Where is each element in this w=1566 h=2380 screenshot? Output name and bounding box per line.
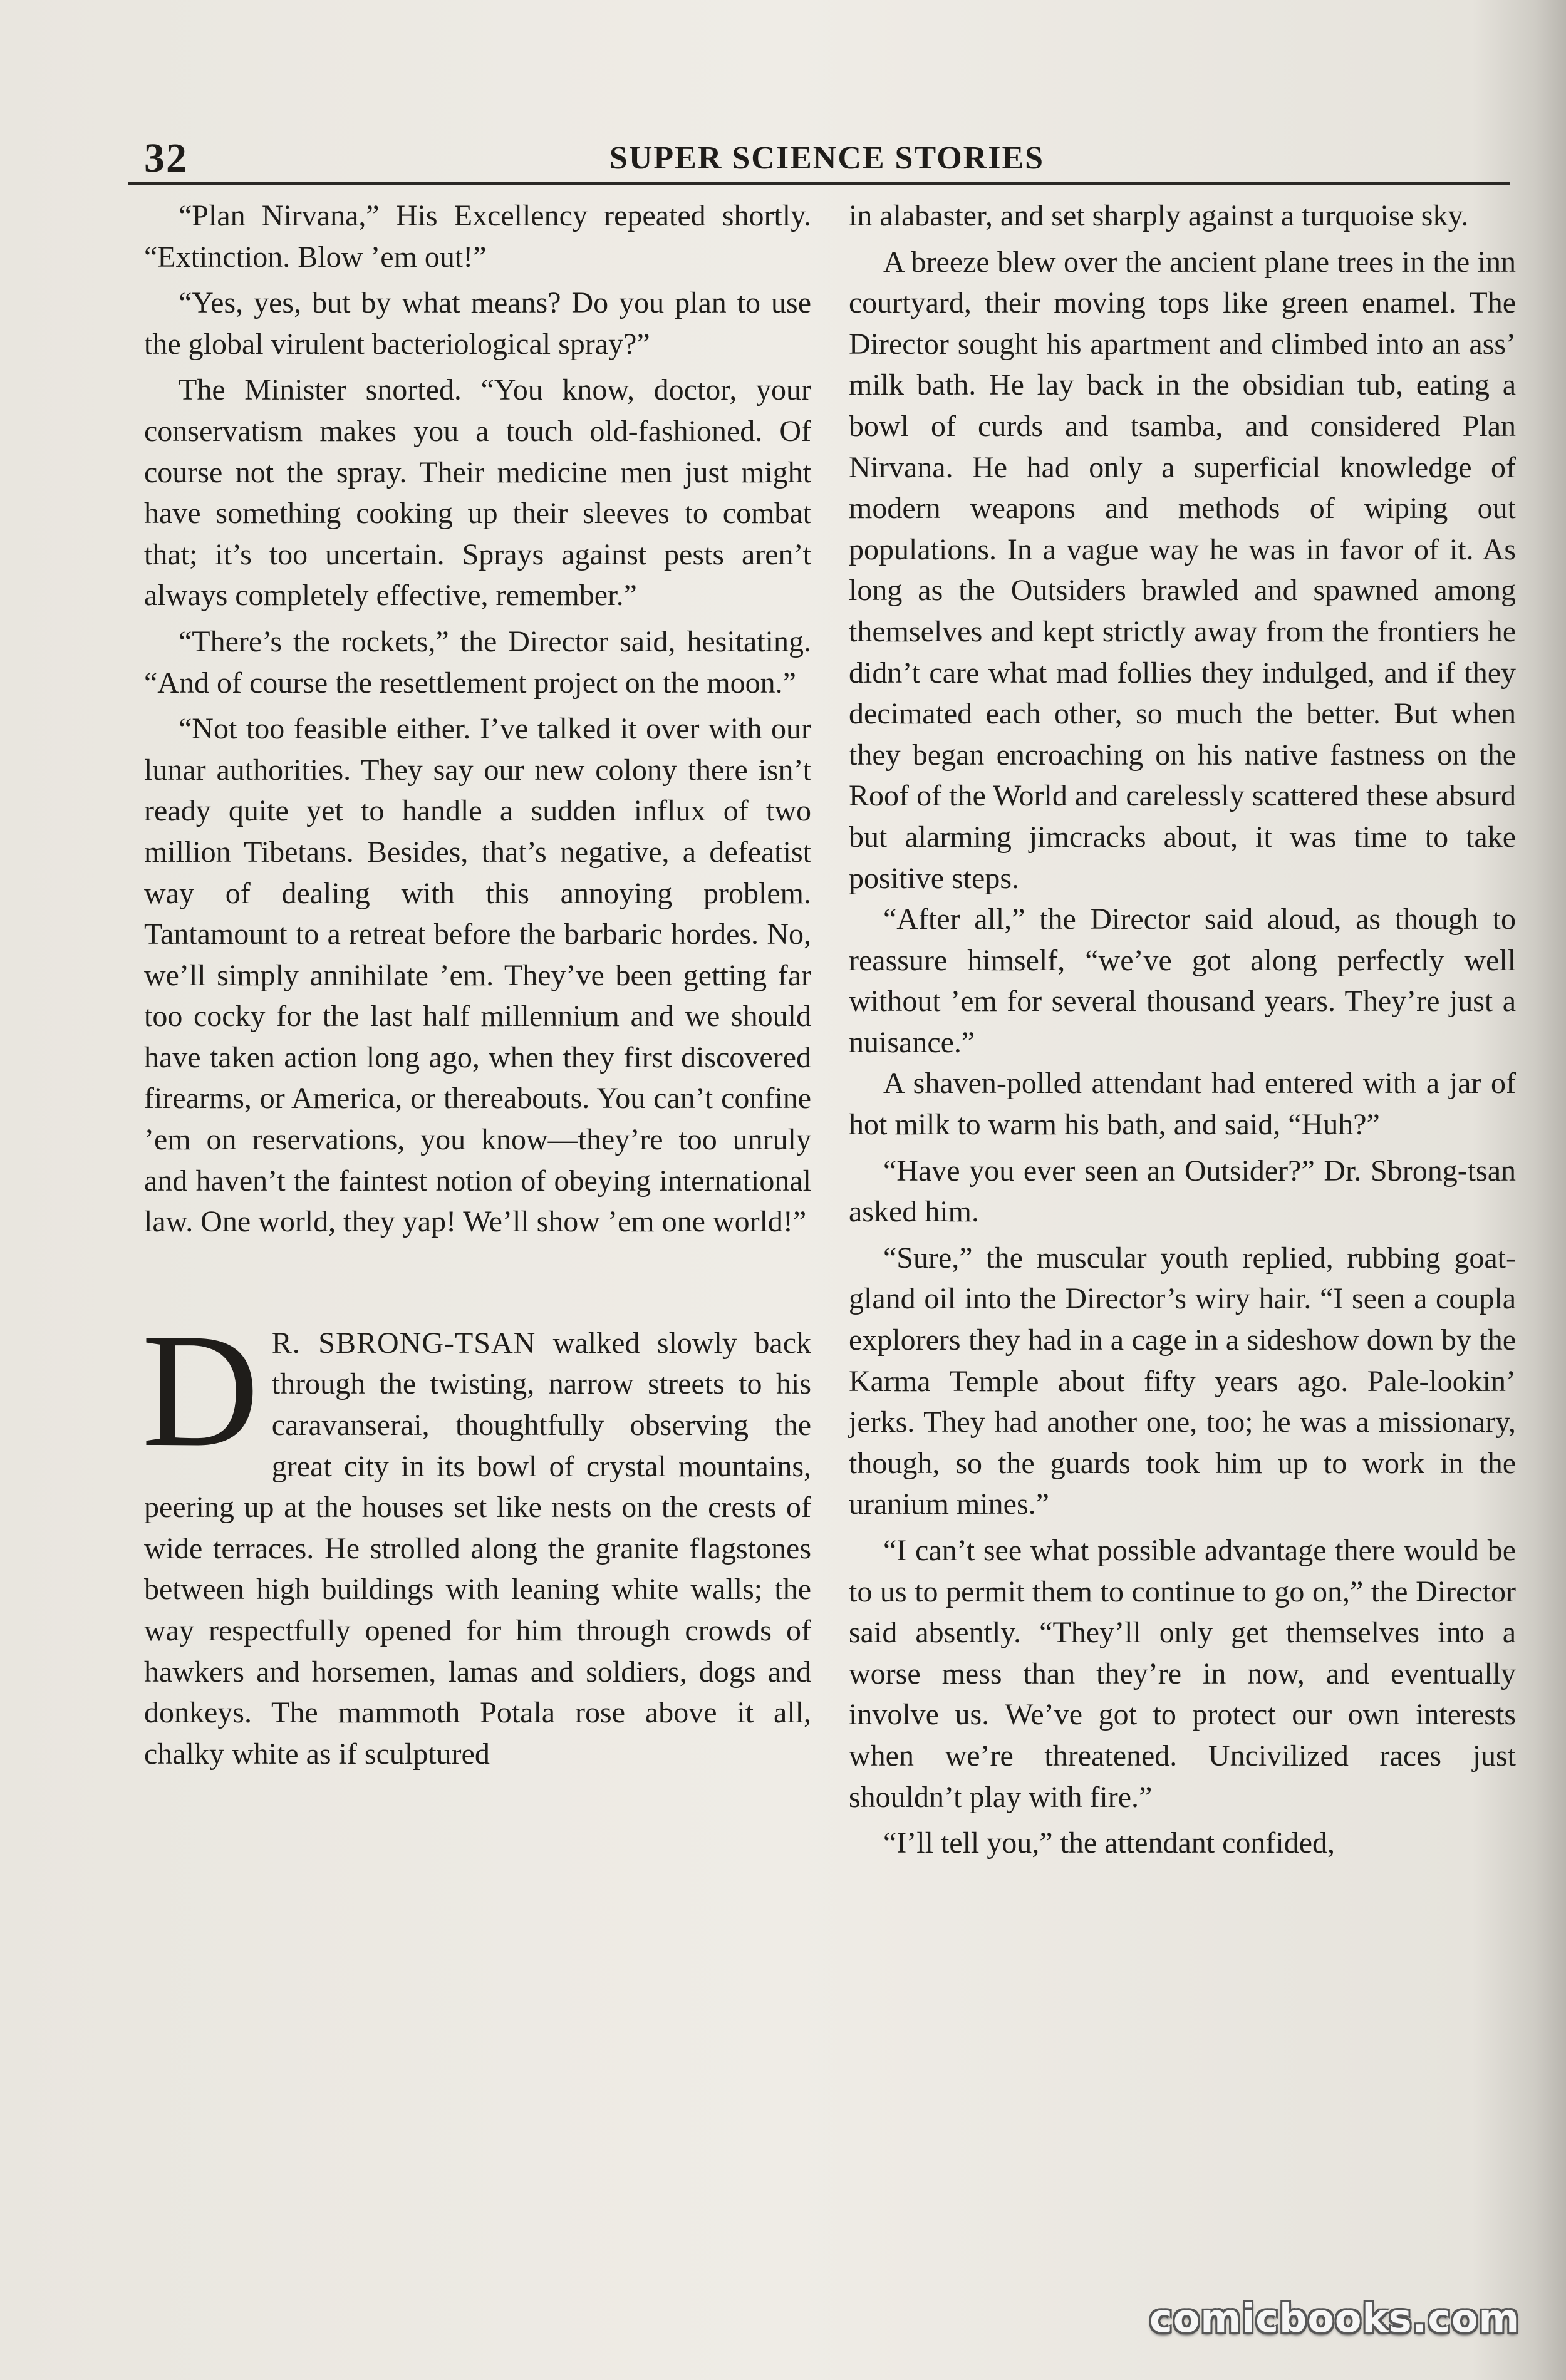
paragraph: A shaven-polled attendant had entered with a jar of hot milk to warm his bath, and said, “Huh?”	[849, 1067, 1516, 1142]
left-column	[144, 195, 811, 1774]
drop-cap: D	[142, 1300, 259, 1481]
paragraph: “After all,” the Director said aloud, as though to reassure himself, “we’ve got along perfectly well without ’em for several thousand years. They’re just a nuisance.”	[849, 903, 1516, 1059]
page-number: 32	[144, 135, 188, 181]
paragraph: “I can’t see what possible advantage there would be to us to permit them to continue to go on,” the Director said absently. “They’ll only get themselves into a worse mess than they’re in now, and eventually involve us. We’ve got to protect our own interests when we’re threatened. Uncivilized races just shouldn’t play with fire.”	[849, 1534, 1516, 1814]
paragraph: “I’ll tell you,” the attendant confided,	[883, 1826, 1335, 1860]
paragraph: A breeze blew over the ancient plane trees in the inn courtyard, their moving tops like green enamel. The Director sought his apartment and climbed into an ass’ milk bath. He lay back in the obsidian tub, eating a bowl of curds and tsamba, and considered Plan Nirvana. He had only a superficial knowledge of modern weapons and methods of wiping out populations. In a vague way he was in favor of it. As long as the Outsiders brawled and spawned among themselves and kept strictly away from the frontiers he didn’t care what mad follies they indulged, and if they decimated each other, so much the better. But when they began encroaching on his native fastness on the Roof of the World and carelessly scattered these absurd but alarming jimcracks about, it was time to take positive steps.	[849, 245, 1516, 895]
section-lead-in: R. SBRONG-TSAN	[271, 1326, 536, 1360]
continuation-paragraph: in alabaster, and set sharply against a turquoise sky.	[849, 199, 1469, 232]
paragraph: The Minister snorted. “You know, doctor, your conservatism makes you a touch old-fashioned. Of course not the spray. Their medicine men just might have something cooking up their sleeves to combat that; it’s too uncertain. Sprays against pests aren’t always completely effective, remember.”	[144, 373, 811, 613]
section-text: walked slowly back through the twisting, narrow streets to his caravanserai, thoughtfully observing the great city in its bowl of crystal mountains, peering up at the houses set like nests on the crests of wide terraces. He strolled along the granite flagstones between high buildings with leaning white walls; the way respectfully opened for him through crowds of hawkers and horsemen, lamas and soldiers, dogs and donkeys. The mammoth Potala rose above it all, chalky white as if sculptured	[144, 1326, 811, 1771]
watermark-logo: comicbooks.com	[1149, 2295, 1520, 2341]
section-opening-paragraph	[142, 1300, 811, 1775]
running-title: SUPER SCIENCE STORIES	[609, 140, 1045, 176]
paragraph: “Plan Nirvana,” His Excellency repeated shortly. “Extinction. Blow ’em out!”	[144, 199, 811, 274]
paragraph: “There’s the rockets,” the Director said, hesitating. “And of course the resettlement project on the moon.”	[144, 624, 811, 700]
header-rule	[128, 182, 1510, 185]
right-column	[849, 195, 1516, 1864]
paragraph: “Not too feasible either. I’ve talked it over with our lunar authorities. They say our new colony there isn’t ready quite yet to handle a sudden influx of two million Tibetans. Besides, that’s negative, a defeatist way of dealing with this annoying problem. Tantamount to a retreat before the barbaric hordes. No, we’ll simply annihilate ’em. They’ve been getting far too cocky for the last half millennium and we should have taken action long ago, when they first discovered firearms, or America, or thereabouts. You can’t confine ’em on reservations, you know—they’re too unruly and haven’t the faintest notion of obeying international law. One world, they yap! We’ll show ’em one world!”	[144, 712, 811, 1239]
page-header	[144, 128, 1510, 185]
paragraph: “Sure,” the muscular youth replied, rubbing goat-gland oil into the Director’s wiry hair. “I seen a coupla explorers they had in a cage in a sideshow down by the Karma Temple about fifty years ago. Pale-lookin’ jerks. They had another one, too; he was a missionary, though, so the guards took him up to work in the uranium mines.”	[849, 1241, 1516, 1521]
paragraph: “Yes, yes, but by what means? Do you plan to use the global virulent bacteriological spray?”	[144, 286, 811, 361]
paragraph: “Have you ever seen an Outsider?” Dr. Sbrong-tsan asked him.	[849, 1154, 1516, 1229]
